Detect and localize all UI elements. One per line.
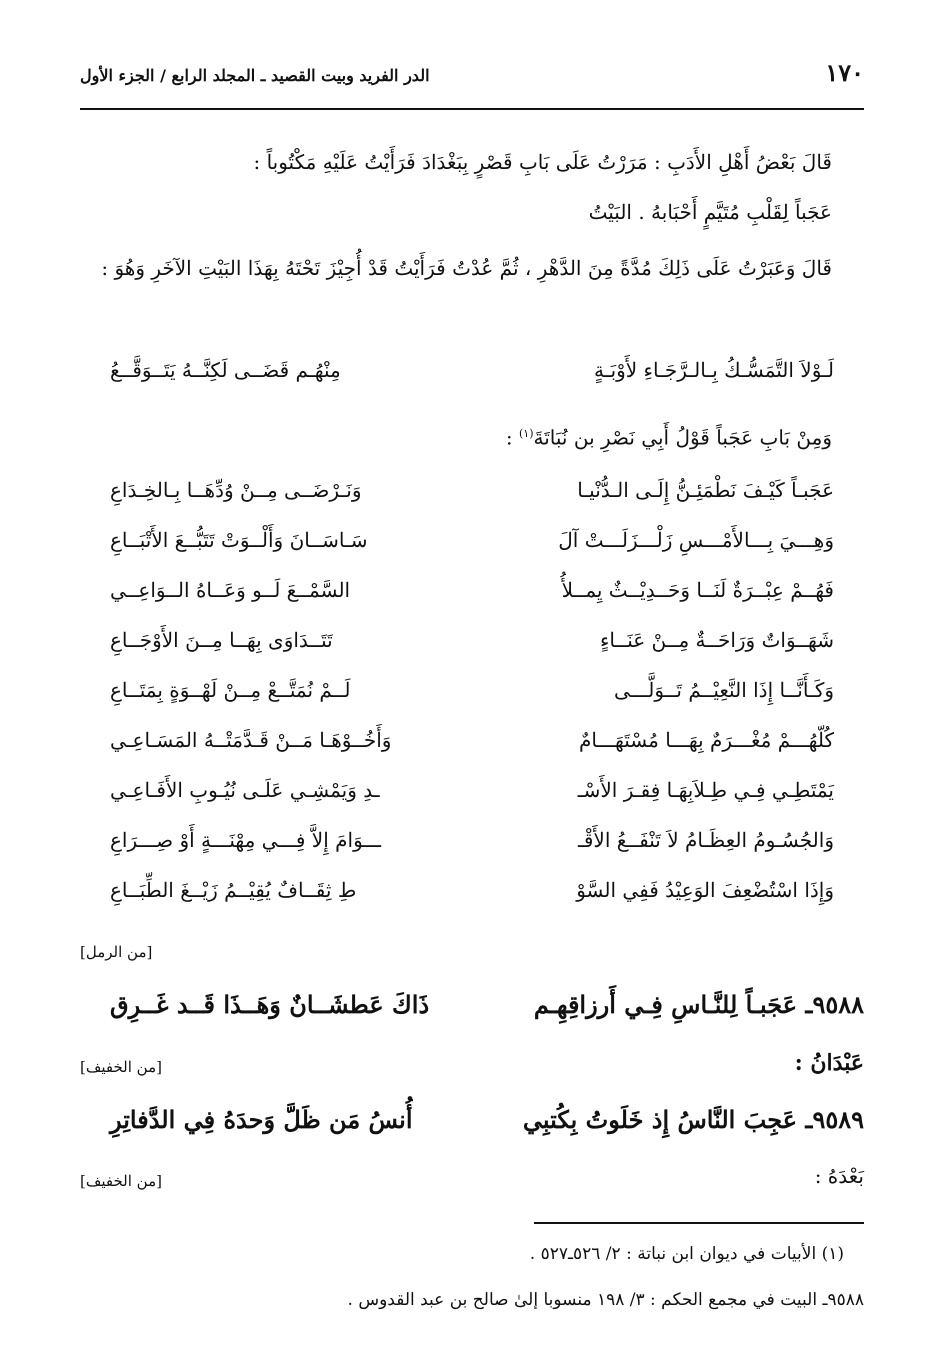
- poem-line: [110, 778, 834, 822]
- hemistich-left: طِ ثِقَــافٌ يُقِيْــمُ زَيْــغَ الطِّبَــاعِ: [110, 878, 357, 902]
- meter-label: [من الخفيف]: [80, 1172, 162, 1190]
- header-rule: [80, 108, 864, 110]
- hemistich-right: فَهُــمْ عِبْــرَةٌ لَنَــا وَحَــدِيْــثٌ يِمــلأُ: [561, 578, 834, 602]
- hemistich-right: كُلّهُـــمْ مُغْـــرَمٌ بِهَـــا مُسْتَهَـــامٌ: [579, 728, 834, 752]
- poem-line: [110, 628, 834, 672]
- running-title: الدر الفريد وبيت القصيد ـ المجلد الرابع / الجزء الأول: [80, 66, 430, 85]
- intro-paragraph-4-text: وَمِنْ بَابِ عَجَباً قَوْلُ أَبِي نَصْرِ بن نُبَاتَةَ: [533, 425, 832, 450]
- intro-paragraph-1: قَالَ بَعْضُ أَهْلِ الأَدَبِ : مَرَرْتُ عَلَى بَابِ قَصْرٍ بِبَغْدَادَ فَرَأَيْتُ عَلَيْهِ مَكْتُوباً :: [253, 150, 832, 174]
- hemistich-left: سَـاسَــانَ وَأَلْــوَتْ تَتَبُّــعَ الأَتْبَــاعِ: [110, 528, 368, 552]
- verse-9589: [110, 1105, 864, 1155]
- intro-paragraph-4: [80, 414, 832, 458]
- poem-line: [110, 678, 834, 722]
- poet-name: عَبْدَانُ :: [794, 1050, 864, 1076]
- hemistich-right: [517, 1105, 864, 1134]
- poem-line: [110, 728, 834, 772]
- hemistich-left: مِنْهُـم قَضَــى لَكِنَّــهُ يَتَــوَقَّــعُ: [110, 358, 341, 382]
- intro-paragraph-3: [80, 248, 864, 288]
- footnote-1: (١) الأبيات في ديوان ابن نباتة : ٢/ ٥٢٦ـ٥٢٧ .: [529, 1244, 844, 1264]
- hemistich-left: السَّمْــعَ لَــو وَعَــاهُ الــوَاعِــي: [110, 578, 351, 602]
- verse-9588: [110, 990, 864, 1040]
- hemistich-left: تَتَــدَاوَى بِهَــا مِــنَ الأَوْجَــاعِ: [110, 628, 333, 652]
- hemistich-right: لَـوْلاَ التَّمَسُّـكُ بِـالـرَّجَـاءِ لأَوْبَـةٍ: [593, 358, 834, 382]
- hemistich-left: ـــوَامَ إِلاَّ فِـــي مِهْنَـــةٍ أَوْ صِـــرَاعِ: [110, 828, 381, 852]
- intro-paragraph-4-tail: :: [505, 425, 519, 450]
- hemistich-right: وَالجُسُـومُ العِظَـامُ لاَ تَنْفَــعُ الأَقْـ: [578, 828, 834, 852]
- poem-line: [110, 478, 834, 522]
- hemistich-right: [517, 990, 864, 1019]
- page-number: ١٧٠: [825, 58, 864, 87]
- poem-line: [110, 578, 834, 622]
- verse-number: ٩٥٨٩ـ: [805, 1105, 864, 1134]
- hemistich-right: وَإِذَا اسْتُضْعِفَ الوَعِيْدُ فَفِي السَّوْ: [576, 878, 834, 902]
- footnote-mark: (١): [518, 427, 534, 440]
- verse-line: [110, 358, 834, 402]
- page-header: [80, 58, 864, 98]
- intro-paragraph-2: عَجَباً لِقَلْبِ مُتَيَّمٍ أَحْبَابهُ . البَيْتُ: [588, 200, 832, 224]
- hemistich-right: شَهَــوَاتٌ وَرَاحَــةٌ مِــنْ عَنَــاءٍ: [599, 628, 834, 652]
- hemistich-left: أُنسُ مَن ظَلَّ وَحدَهُ فِي الدَّفاتِرِ: [110, 1105, 413, 1134]
- hemistich-right: يَمْتَطِـي فِـي طِـلاَبِهَـا فِقـرَ الأَسْـ: [577, 778, 834, 802]
- hemistich-right: وَكَـأَنَّــا إِذَا النَّعِيْــمُ تَــوَلَّـــى: [614, 678, 834, 702]
- intro-paragraph-3-text: قَالَ وَعَبَرْتُ عَلَى ذَلِكَ مُدَّةً مِنَ الدَّهْرِ ، ثُمَّ عُدْتُ فَرَأَيْتُ قَدْ أُجِيْزَ تَحْتَهُ بِهَذَا البَيْتِ الآخَرِ وَهُوَ :: [101, 256, 832, 280]
- hemistich-left: لَــمْ نُمَتَّــعْ مِــنْ لَهْــوَةٍ بِمَتَــاعِ: [110, 678, 351, 702]
- meter-label: [من الرمل]: [80, 943, 153, 961]
- hemistich-left: ذَاكَ عَطشَــانٌ وَهَــذَا قَــد غَــرِق: [110, 990, 430, 1019]
- poem-line: [110, 828, 834, 872]
- footnote-rule: [534, 1222, 864, 1224]
- hemistich-left: وَأَخُــوْهَـا مَــنْ قَـدَّمَتْــهُ المَسَـاعِـي: [110, 728, 392, 752]
- hemistich-right: عَجَبـاً كَيْـفَ نَطْمَئِـنُّ إِلَـى الـدُّنْيـا: [577, 478, 834, 502]
- hemistich-right-text: عَجِبَ النَّاسُ إِذ خَلَوتُ بِكُتبِي: [522, 1105, 798, 1134]
- poet-reference: بَعْدَهُ :: [814, 1164, 864, 1188]
- verse-number: ٩٥٨٨ـ: [805, 990, 864, 1019]
- poem-line: [110, 528, 834, 572]
- hemistich-right: وَهِـــيَ بِـــالأَمْـــسِ زَلْـــزَلَـــتْ آلَ: [558, 528, 834, 552]
- poem-line: [110, 878, 834, 922]
- footnote-2: ٩٥٨٨ـ البيت في مجمع الحكم : ٣/ ١٩٨ منسوبا إلىٰ صالح بن عبد القدوس .: [347, 1290, 864, 1310]
- hemistich-left: ـدِ وَيَمْشِـي عَلَـى نُيُـوبِ الأَفَـاعِـي: [110, 778, 380, 802]
- hemistich-right-text: عَجَبـاً لِلنَّـاسِ فِـي أَرزاقِهِـم: [533, 990, 798, 1019]
- hemistich-left: وَنَـرْضَــى مِــنْ وُدِّهَــا بِـالخِـدَاعِ: [110, 478, 362, 502]
- meter-label: [من الخفيف]: [80, 1058, 162, 1076]
